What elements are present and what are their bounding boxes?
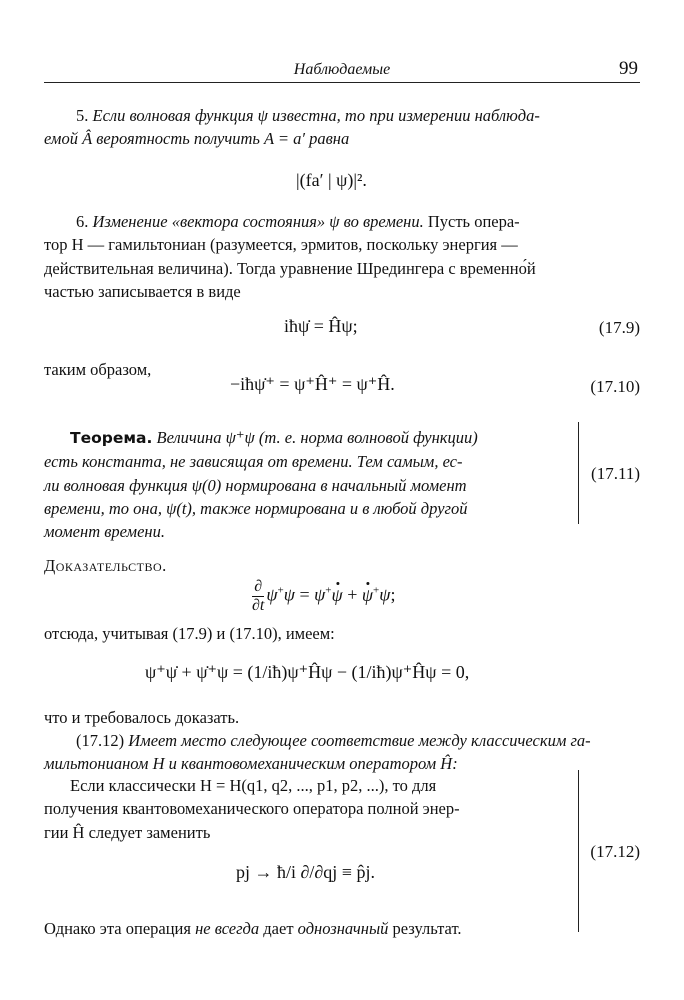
item-5-paragraph [44, 104, 640, 151]
item-7-para-line-2: получения квантовомеханического оператора полной энер- [44, 799, 460, 819]
item-7-para-line-1: Если классически H = H(q1, q2, ..., p1, p2, ...), то для [70, 776, 437, 795]
final-part-c: дает [259, 919, 298, 938]
item-6-line-3: действительная величина). Тогда уравнение Шредингера с временно́й [44, 258, 536, 278]
item-7-margin-bar [578, 770, 579, 932]
theorem-line-3: ли волновая функция ψ(0) нормирована в начальный момент [44, 475, 467, 495]
equation-17-10: −iħψ̇⁺ = ψ⁺Ĥ⁺ = ψ⁺Ĥ. [230, 374, 395, 394]
item-7-number: (17.12) [76, 731, 125, 750]
proof-equation-2: ψ⁺ψ̇ + ψ̇⁺ψ = (1/iħ)ψ⁺Ĥψ − (1/iħ)ψ⁺Ĥψ = 0, [145, 662, 470, 682]
header-rule [44, 82, 640, 83]
item-7-paragraph [44, 729, 640, 776]
proof-equation-1: $\frac{\partial}{\partial t}$ ψ+ψ = ψ+ψ + ψ+ψ; [252, 578, 396, 614]
theorem-line-2: есть константа, не зависящая от времени. Тем самым, ес- [44, 452, 463, 472]
thus-line: таким образом, [44, 360, 152, 379]
equation-17-9: iħψ̇ = Ĥψ; [284, 316, 358, 336]
theorem-line-1: Величина ψ⁺ψ (т. е. норма волновой функции) [152, 428, 478, 447]
theorem-line-5: момент времени. [44, 522, 165, 542]
proof-conclusion-block [44, 706, 640, 729]
item-7-line-2: мильтонианом H и квантовомеханическим оператором Ĥ: [44, 754, 458, 774]
proof-label-line [44, 554, 640, 577]
proof-line-2-block [44, 622, 640, 645]
item-5-line-1: Если волновая функция ψ известна, то при измерении наблюда- [92, 106, 540, 125]
item-7-equation: pj → ħ/i ∂/∂qj ≡ p̂j. [236, 862, 375, 882]
item-6-line-4: частью записывается в виде [44, 281, 241, 301]
item-5-formula: |(fa′ | ψ)|². [296, 170, 367, 190]
item-6-number: 6. [76, 212, 89, 231]
final-part-b: не всегда [195, 919, 260, 938]
proof-label: Доказательство. [44, 556, 167, 575]
theorem-block [44, 426, 574, 543]
equation-17-9-number: (17.9) [598, 318, 640, 337]
final-line-block [44, 917, 640, 940]
final-part-d: однозначный [297, 919, 389, 938]
item-5-number: 5. [76, 106, 89, 125]
equation-17-10-number: (17.10) [590, 377, 640, 396]
theorem-label: Теорема. [70, 429, 153, 447]
item-7-boxed-paragraph [44, 774, 574, 844]
theorem-line-4: времени, то она, ψ(t), также нормирована и в любой другой [44, 498, 468, 518]
running-header-title: Наблюдаемые [293, 61, 391, 78]
final-part-a: Однако эта операция [44, 919, 196, 938]
item-6-line-1-rest: Пусть опера- [423, 212, 520, 231]
item-6-heading: Изменение «вектора состояния» ψ во времени. [92, 212, 424, 231]
proof-conclusion: что и требовалось доказать. [44, 708, 240, 727]
final-part-e: результат. [388, 919, 462, 938]
item-6-line-2: тор H — гамильтониан (разумеется, эрмитов, поскольку энергия — [44, 235, 518, 255]
proof-line-2: отсюда, учитывая (17.9) и (17.10), имеем: [44, 624, 335, 643]
theorem-number: (17.11) [591, 464, 640, 483]
item-5-line-2: емой Â вероятность получить A = a′ равна [44, 129, 350, 149]
page-number: 99 [619, 58, 638, 79]
equation-17-12-number: (17.12) [590, 842, 640, 861]
item-7-line-1: Имеет место следующее соответствие между классическим га- [128, 731, 591, 750]
item-6-paragraph [44, 210, 640, 303]
theorem-margin-bar [578, 422, 579, 524]
item-7-para-line-3: гии Ĥ следует заменить [44, 822, 211, 842]
